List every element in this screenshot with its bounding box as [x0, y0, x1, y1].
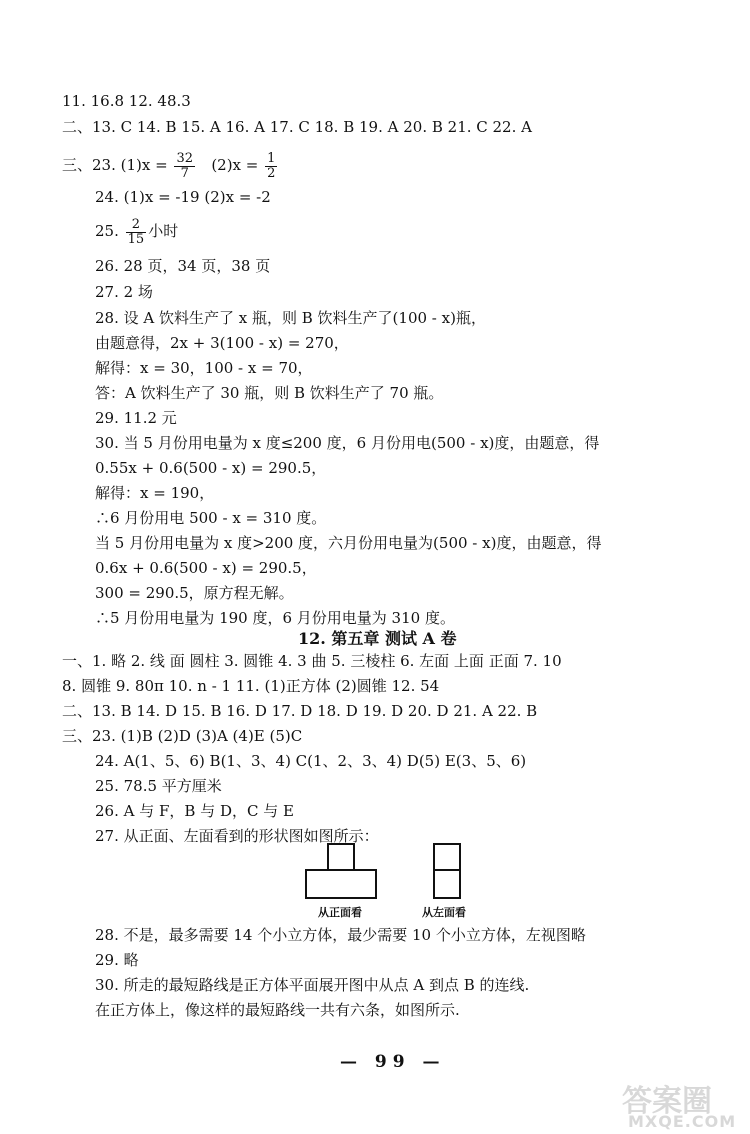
- answer-line-28: 28. 设 A 饮料生产了 x 瓶，则 B 饮料生产了(100 - x)瓶，: [95, 309, 486, 327]
- answer-line-30-final: ∴5 月份用电量为 190 度，6 月份用电量为 310 度。: [95, 609, 455, 627]
- answer-line-28-solve: 解得：x = 30，100 - x = 70，: [95, 359, 313, 377]
- watermark-url: MXQE.COM: [628, 1112, 737, 1131]
- q23-frac2-den: 2: [267, 165, 276, 181]
- q25-fraction: [126, 218, 147, 247]
- front-view-shape: [306, 844, 376, 898]
- answer-line-27b: 27. 从正面、左面看到的形状图如图所示：: [95, 827, 379, 845]
- page-number: — 99 —: [340, 1052, 446, 1072]
- answer-line-26: 26. 28 页，34 页，38 页: [95, 257, 271, 275]
- q23-fraction-2: [265, 152, 277, 181]
- answer-line-11-12: 11. 16.8 12. 48.3: [62, 92, 191, 110]
- answer-line-28-answer: 答：A 饮料生产了 30 瓶，则 B 饮料生产了 70 瓶。: [95, 384, 444, 402]
- answer-line-28b: 28. 不是，最多需要 14 个小立方体，最少需要 10 个小立方体，左视图略: [95, 926, 586, 944]
- answer-line-30b: 30. 所走的最短路线是正方体平面展开图中从点 A 到点 B 的连线.: [95, 976, 530, 994]
- left-view-shape: [434, 844, 460, 898]
- answer-line-23: [62, 146, 279, 184]
- answer-line-30-result1: ∴6 月份用电 500 - x = 310 度。: [95, 509, 327, 527]
- view-figures: [300, 840, 480, 902]
- caption-front-view: 从正面看: [318, 906, 362, 919]
- answer-line-25b: 25. 78.5 平方厘米: [95, 777, 222, 795]
- answer-line-23b: 三、23. (1)B (2)D (3)A (4)E (5)C: [62, 727, 303, 745]
- q23-mid: (2)x =: [211, 156, 259, 174]
- q23-fraction-1: [174, 152, 195, 181]
- q23-prefix: 三、23. (1)x =: [62, 156, 168, 174]
- answer-line-30-eq1: 0.55x + 0.6(500 - x) = 290.5，: [95, 459, 327, 477]
- answer-line-30-case2: 当 5 月份用电量为 x 度>200 度，六月份用电量为(500 - x)度，由题意，得: [95, 534, 602, 552]
- answer-line-choice: 二、13. C 14. B 15. A 16. A 17. C 18. B 19. A 20. B 21. C 22. A: [62, 118, 532, 136]
- answer-line-fill-2: 8. 圆锥 9. 80π 10. n - 1 11. (1)正方体 (2)圆锥 12. 54: [62, 677, 440, 695]
- answer-line-27: 27. 2 场: [95, 283, 153, 301]
- answer-line-25: [95, 212, 178, 250]
- answer-line-26b: 26. A 与 F，B 与 D，C 与 E: [95, 802, 294, 820]
- answer-line-24: 24. (1)x = -19 (2)x = -2: [95, 188, 271, 206]
- answer-line-choice-2: 二、13. B 14. D 15. B 16. D 17. D 18. D 19. D 20. D 21. A 22. B: [62, 702, 538, 720]
- watermark-logo: 答案圈: [622, 1084, 712, 1119]
- q25-frac-num: 2: [126, 218, 147, 233]
- q23-frac1-den: 7: [180, 165, 189, 181]
- answer-line-30-eq2: 0.6x + 0.6(500 - x) = 290.5，: [95, 559, 317, 577]
- answer-line-30b-cont: 在正方体上，像这样的最短路线一共有六条，如图所示.: [95, 1001, 460, 1019]
- q25-suffix: 小时: [148, 222, 179, 240]
- answer-line-30-solve1: 解得：x = 190，: [95, 484, 215, 502]
- section-title: 12. 第五章 测试 A 卷: [298, 629, 457, 648]
- answer-line-29: 29. 11.2 元: [95, 409, 177, 427]
- q25-prefix: 25.: [95, 222, 119, 240]
- caption-left-view: 从左面看: [422, 906, 466, 919]
- q23-frac2-num: 1: [267, 150, 276, 166]
- answer-line-24b: 24. A(1、5、6) B(1、3、4) C(1、2、3、4) D(5) E(3、5、6): [95, 752, 527, 770]
- answer-line-30: 30. 当 5 月份用电量为 x 度≤200 度，6 月份用电(500 - x)度，由题意，得: [95, 434, 600, 452]
- answer-line-29b: 29. 略: [95, 951, 139, 969]
- q23-frac1-num: 32: [176, 150, 193, 166]
- answer-line-28-eq: 由题意得，2x + 3(100 - x) = 270，: [95, 334, 349, 352]
- answer-line-fill: 一、1. 略 2. 线 面 圆柱 3. 圆锥 4. 3 曲 5. 三棱柱 6. 左面 上面 正面 7. 10: [62, 652, 562, 670]
- answer-line-30-nosol: 300 = 290.5，原方程无解。: [95, 584, 294, 602]
- q25-frac-den: 15: [127, 231, 145, 247]
